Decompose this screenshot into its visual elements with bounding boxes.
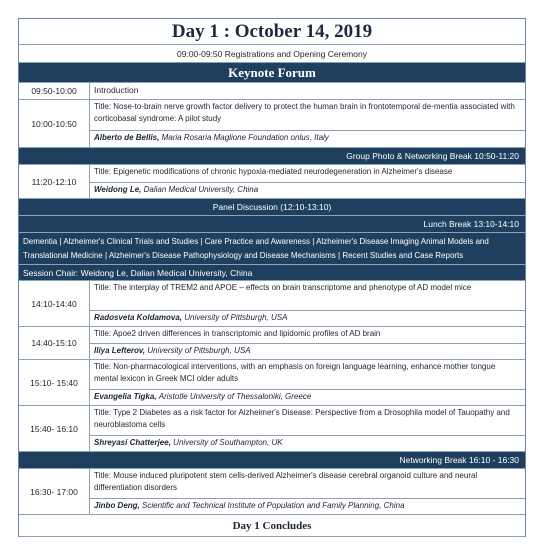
talk-row — [19, 406, 525, 452]
talk-title: Title: Epigenetic modifications of chronic hypoxia-mediated neurodegeneration in Alzheimer's disease — [94, 167, 453, 176]
session-row — [19, 100, 525, 148]
speaker-affiliation: University of Pittsburgh, USA — [147, 346, 251, 355]
speaker-line — [90, 310, 525, 325]
speaker-line — [90, 182, 525, 197]
break-row: Networking Break 16:10 - 16:30 — [19, 452, 525, 469]
speaker-name: Shreyasi Chatterjee, — [94, 438, 171, 447]
talk-title: Title: Non-pharmacological interventions, with an emphasis on foreign language learning, enhance mother tongue mental lexicon in Greek MCI older adults — [94, 362, 496, 383]
speaker-affiliation: Dalian Medical University, China — [143, 185, 259, 194]
session-content — [90, 469, 525, 514]
session-row — [19, 469, 525, 515]
speaker-line — [90, 498, 525, 513]
talk-content — [90, 281, 525, 326]
page-title: Day 1 : October 14, 2019 — [19, 19, 525, 45]
speaker-affiliation: Aristotle University of Thessaloniki, Greece — [158, 392, 312, 401]
speaker-affiliation: Maria Rosaria Maglione Foundation onlus, Italy — [161, 133, 329, 142]
talk-row — [19, 327, 525, 360]
talk-title: Title: The interplay of TREM2 and APOE – effects on brain transcriptome and phenotype of AD model mice — [94, 283, 472, 292]
topics-row: Dementia | Alzheimer's Clinical Trials and Studies | Care Practice and Awareness | Alzheimer's Disease Imaging Animal Models and Translational Medicine | Alzheimer's Disease Pathophysiology and Disease Mechanisms | Recent Studies and Case Reports — [19, 233, 525, 265]
speaker-name: Evangelia Tigka, — [94, 392, 157, 401]
day-conclusion: Day 1 Concludes — [19, 515, 525, 537]
talk-title: Title: Mouse induced pluripotent stem cells-derived Alzheimer's disease cerebral organoid culture and neural differentiation disorders — [94, 471, 478, 492]
session-content — [90, 165, 525, 198]
speaker-affiliation: University of Pittsburgh, USA — [184, 313, 288, 322]
lunch-row: Lunch Break 13:10-14:10 — [19, 216, 525, 233]
time-cell: 11:20-12:10 — [19, 165, 90, 198]
time-cell: 15:40- 16:10 — [19, 406, 90, 451]
speaker-line — [90, 389, 525, 404]
speaker-name: Alberto de Bellis, — [94, 133, 160, 142]
time-cell: 15:10- 15:40 — [19, 360, 90, 405]
program-table — [18, 18, 526, 537]
talk-title: Title: Apoe2 driven differences in transcriptomic and lipidomic profiles of AD brain — [94, 329, 381, 338]
talk-content — [90, 406, 525, 451]
talk-content — [90, 327, 525, 359]
intro-label: Introduction — [94, 85, 139, 96]
intro-row — [19, 83, 525, 100]
speaker-line — [90, 130, 525, 145]
speaker-name: Radosveta Koldamova, — [94, 313, 183, 322]
registration-row: 09:00-09:50 Registrations and Opening Ceremony — [19, 45, 525, 63]
talk-title: Title: Nose-to-brain nerve growth factor delivery to protect the human brain in frontotemporal de-mentia associated with corticobasal syndrome: A pilot study — [94, 102, 515, 123]
speaker-line — [90, 343, 525, 358]
keynote-header: Keynote Forum — [19, 63, 525, 83]
talk-row — [19, 281, 525, 327]
intro-label-cell — [90, 83, 525, 99]
talk-title: Title: Type 2 Diabetes as a risk factor for Alzheimer's Disease: Perspective from a Drosophila model of Tauopathy and neuroblastoma cells — [94, 408, 510, 429]
speaker-affiliation: Scientific and Technical Institute of Population and Family Planning, China — [142, 501, 405, 510]
session-content — [90, 100, 525, 147]
time-cell: 16:30- 17:00 — [19, 469, 90, 514]
time-cell: 10:00-10:50 — [19, 100, 90, 147]
speaker-name: Weidong Le, — [94, 185, 142, 194]
session-chair-row: Session Chair: Weidong Le, Dalian Medical University, China — [19, 265, 525, 281]
speaker-affiliation: University of Southampton, UK — [173, 438, 283, 447]
speaker-name: Jinbo Deng, — [94, 501, 140, 510]
time-cell: 14:40-15:10 — [19, 327, 90, 359]
time-cell: 09:50-10:00 — [19, 83, 90, 99]
speaker-line — [90, 435, 525, 450]
talk-content — [90, 360, 525, 405]
time-cell: 14:10-14:40 — [19, 281, 90, 326]
session-row — [19, 165, 525, 199]
panel-row: Panel Discussion (12:10-13:10) — [19, 199, 525, 216]
break-row: Group Photo & Networking Break 10:50-11:20 — [19, 148, 525, 165]
talk-row — [19, 360, 525, 406]
speaker-name: Iliya Lefterov, — [94, 346, 146, 355]
